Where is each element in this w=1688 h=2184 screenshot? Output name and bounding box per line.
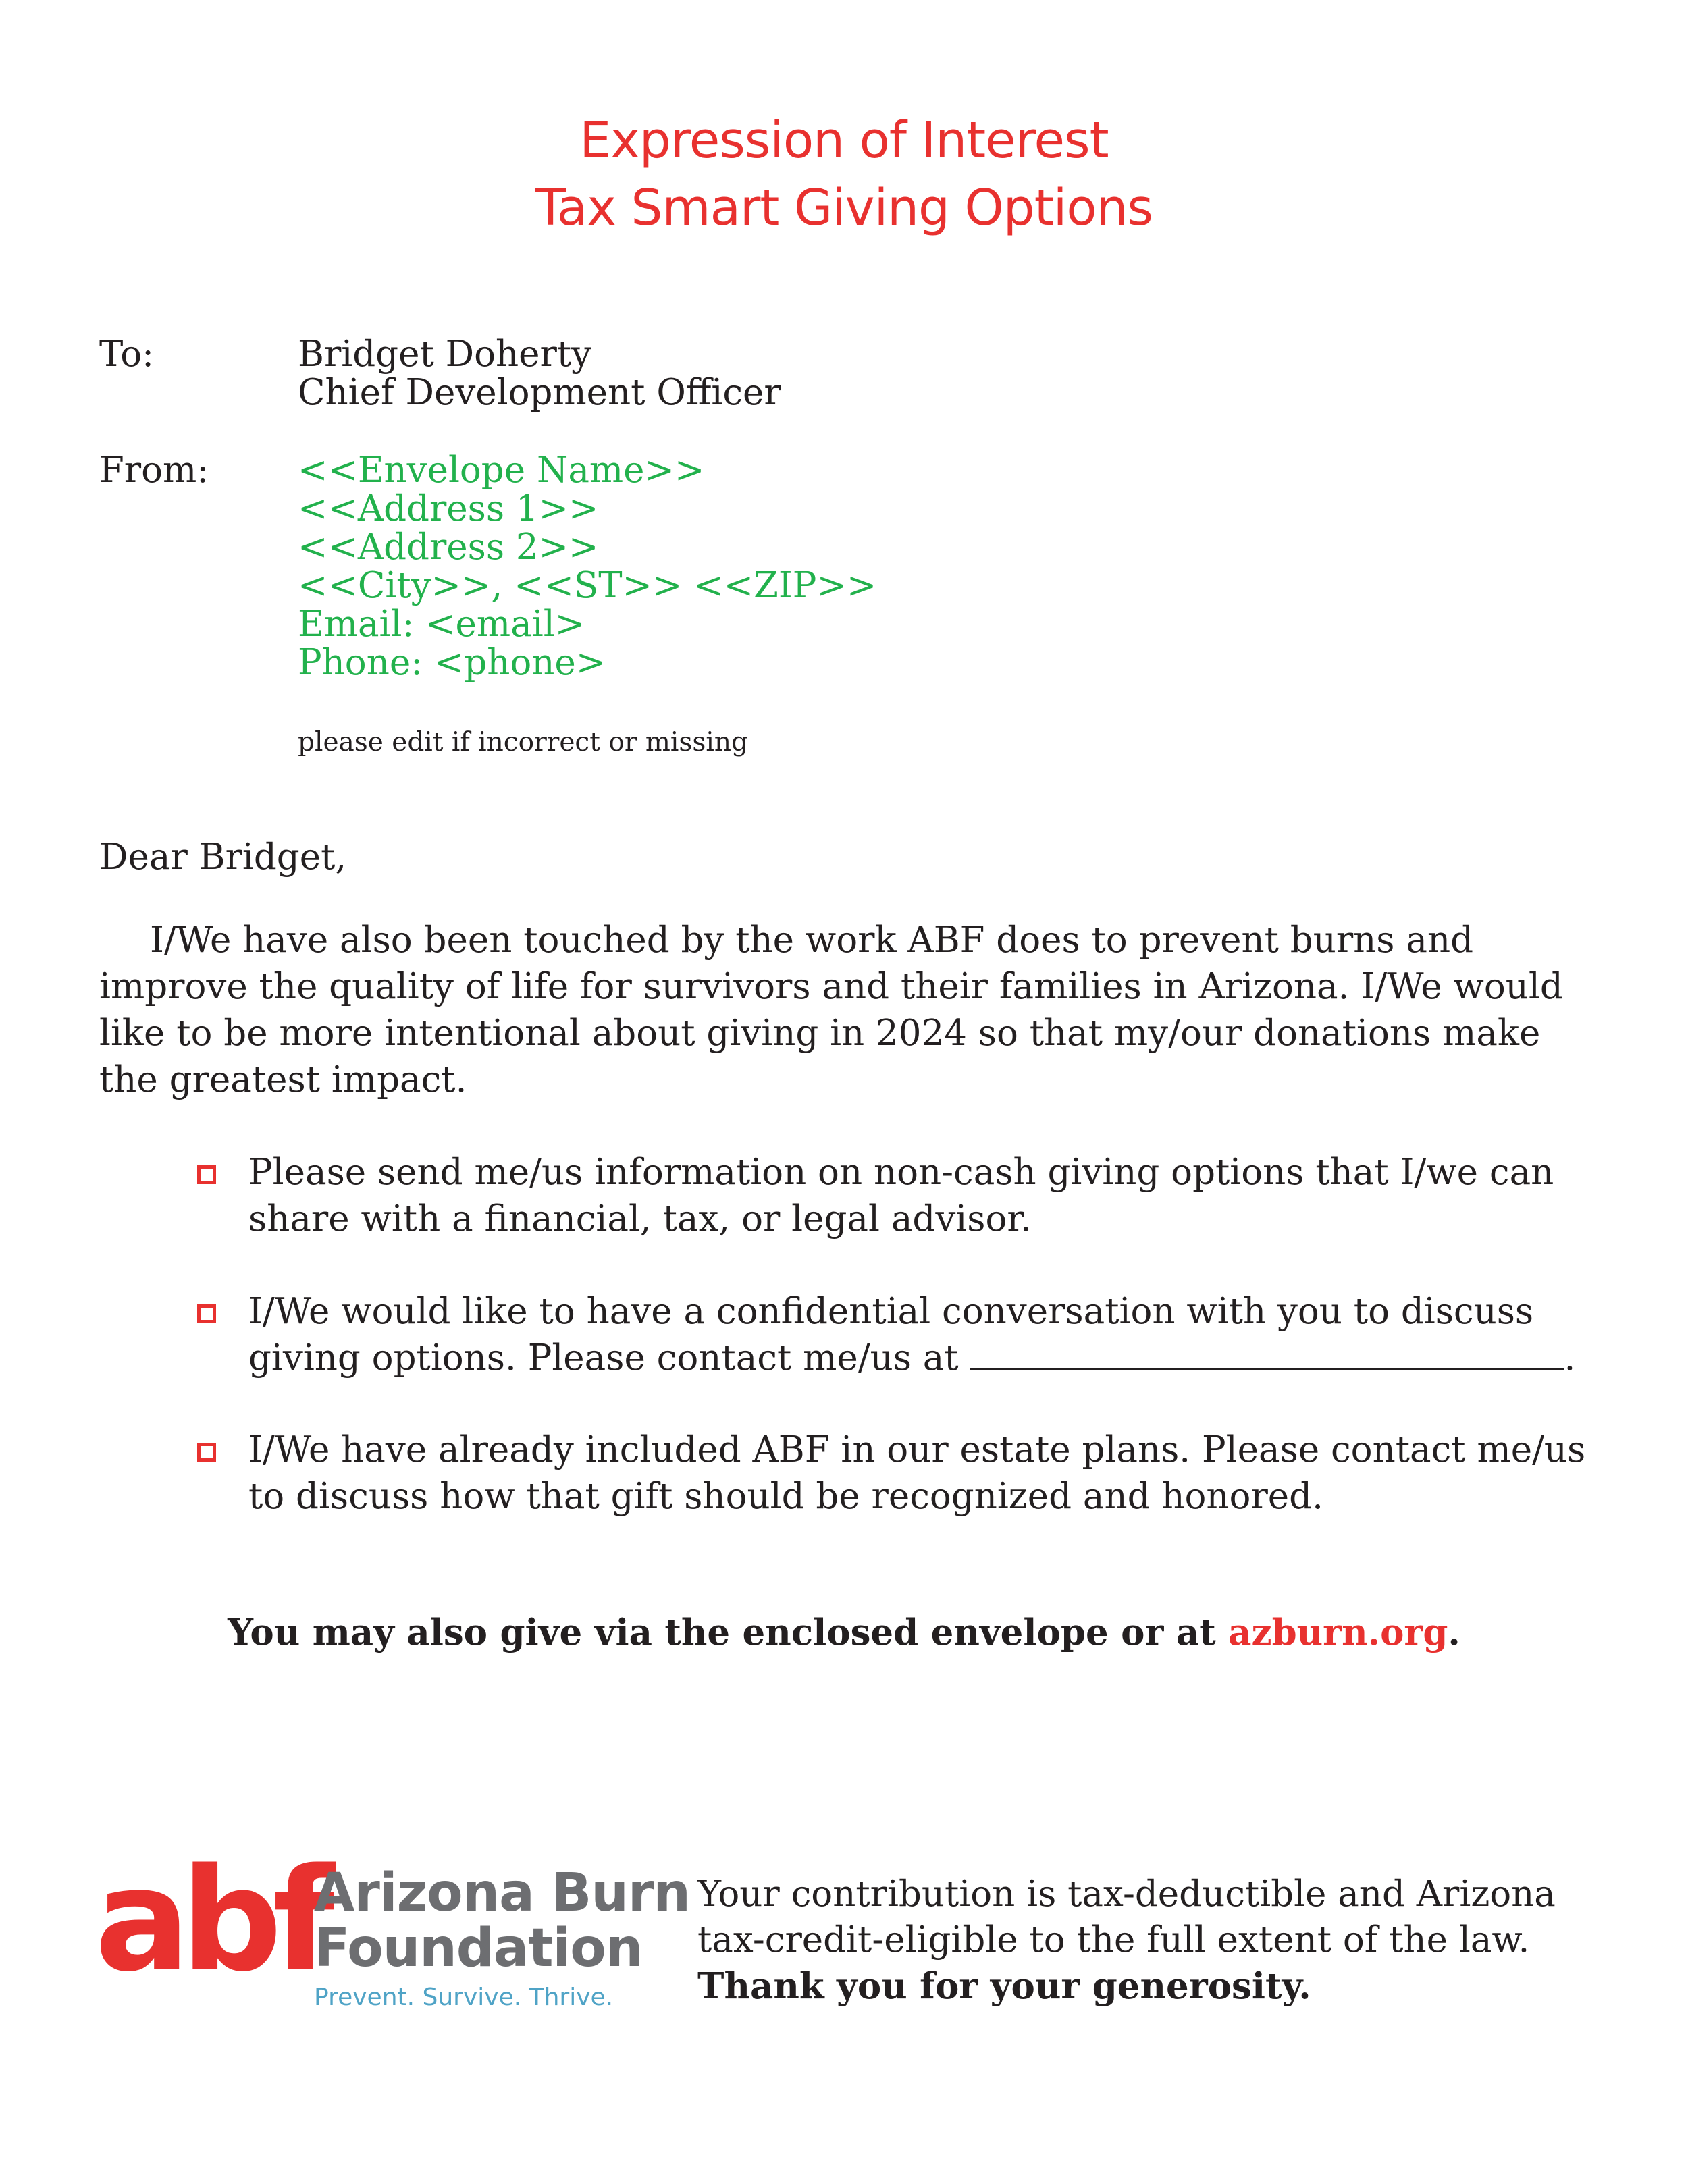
recipient-name: Bridget Doherty (298, 334, 592, 375)
footer-line: tax-credit-eligible to the full extent of the law. (697, 1919, 1530, 1961)
thank-you-line: Thank you for your generosity. (697, 1965, 1311, 2007)
logo-tagline: Prevent. Survive. Thrive. (314, 1983, 614, 2011)
option-line (248, 1335, 1575, 1381)
checkbox-confidential-conversation[interactable] (197, 1304, 216, 1323)
checkbox-noncash-info[interactable] (197, 1165, 216, 1184)
give-online-callout (0, 1609, 1688, 1656)
to-label: To: (99, 334, 155, 375)
contact-blank-field[interactable] (970, 1338, 1564, 1370)
title-line-1: Expression of Interest (579, 111, 1109, 169)
edit-note: please edit if incorrect or missing (298, 727, 748, 757)
body-paragraph (99, 917, 1585, 1103)
tax-footer (697, 1871, 1556, 2009)
option-line: share with a financial, tax, or legal advisor. (248, 1198, 1032, 1240)
option-text (248, 1149, 1554, 1242)
body-line: improve the quality of life for survivors and their families in Arizona. I/We would (99, 966, 1563, 1007)
option-line-end: . (1564, 1337, 1576, 1379)
option-line: to discuss how that gift should be recognized and honored. (248, 1476, 1323, 1517)
footer-line: Your contribution is tax-deductible and Arizona (697, 1873, 1556, 1915)
option-line: I/We have already included ABF in our estate plans. Please contact me/us (248, 1429, 1586, 1470)
cta-text: You may also give via the enclosed envelope or at (228, 1612, 1229, 1653)
abf-logo (95, 1838, 690, 2015)
sender-email-field[interactable]: Email: <email> (298, 604, 585, 645)
logo-name-line-1: Arizona Burn (314, 1863, 690, 1923)
option-line: I/We would like to have a confidential conversation with you to discuss (248, 1291, 1534, 1332)
azburn-link[interactable]: azburn.org (1228, 1612, 1448, 1653)
sender-address1-field[interactable]: <<Address 1>> (298, 488, 599, 529)
sender-city-state-zip-field[interactable]: <<City>>, <<ST>> <<ZIP>> (298, 565, 877, 606)
checkbox-estate-plans[interactable] (197, 1443, 216, 1462)
body-line: the greatest impact. (99, 1059, 467, 1100)
title-line-2: Tax Smart Giving Options (535, 179, 1153, 237)
option-line: Please send me/us information on non-cash giving options that I/we can (248, 1152, 1554, 1193)
from-label: From: (99, 450, 209, 491)
abf-logo-mark: abf (95, 1838, 325, 2003)
option-text (248, 1427, 1585, 1520)
recipient-title: Chief Development Officer (298, 372, 781, 413)
body-line: like to be more intentional about giving in 2024 so that my/our donations make (99, 1013, 1541, 1054)
cta-end: . (1448, 1612, 1460, 1653)
sender-address2-field[interactable]: <<Address 2>> (298, 527, 599, 568)
body-line: I/We have also been touched by the work ABF does to prevent burns and (150, 920, 1474, 961)
sender-block[interactable] (298, 451, 876, 682)
logo-wordmark (314, 1863, 690, 1979)
sender-envelope-name-field[interactable]: <<Envelope Name>> (298, 450, 705, 491)
logo-name-line-2: Foundation (314, 1918, 643, 1979)
option-text (248, 1288, 1575, 1381)
salutation: Dear Bridget, (99, 836, 347, 878)
sender-phone-field[interactable]: Phone: <phone> (298, 642, 606, 683)
option-line-text: giving options. Please contact me/us at (248, 1337, 970, 1379)
recipient-block (298, 335, 781, 412)
page-title (0, 107, 1688, 242)
